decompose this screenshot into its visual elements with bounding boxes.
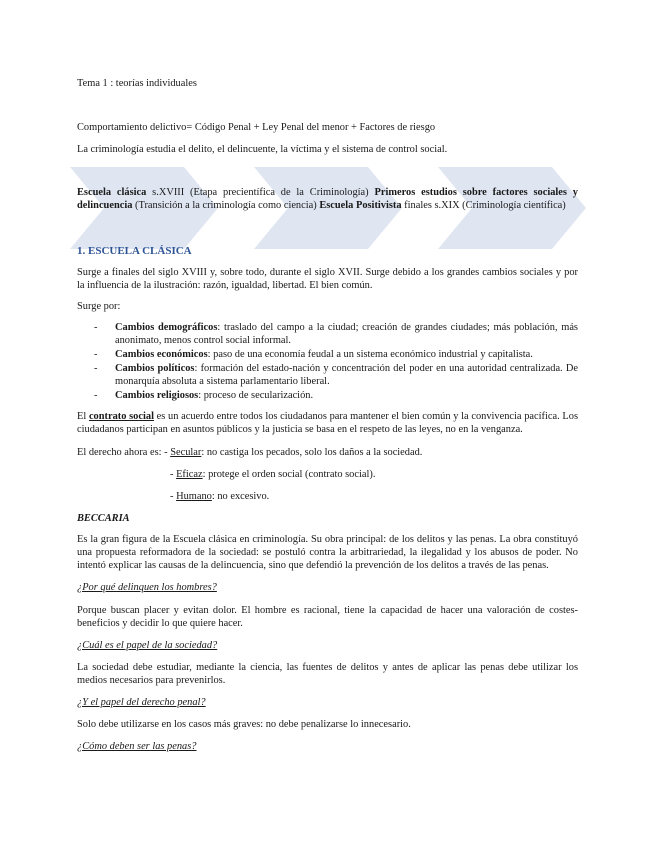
cause-text: : formación del estado-nación y concentración del poder en una autoridad centralizada. De monarquía absoluta a sistema parlamentario liberal. [115, 363, 578, 387]
cause-item-religiosos [77, 389, 578, 402]
cause-text: : proceso de secularización. [198, 390, 314, 401]
stage-positivist-desc: finales s.XIX (Criminología científica) [401, 200, 566, 211]
causes-list [77, 321, 578, 403]
question-4: ¿Cómo deben ser las penas? [77, 741, 197, 752]
section-intro: Surge a finales del siglo XVIII y, sobre todo, durante el siglo XVII. Surge debido a los grandes cambios sociales y por la influencia de la ilustración: razón, igualdad, libertad. El bien común. [77, 267, 578, 291]
stage-transition-label: Primeros estudios sobre factores sociales y delincuencia [77, 187, 578, 211]
cause-label: Cambios demográficos [115, 322, 218, 333]
stage-classic-desc: s.XVIII (Etapa precientífica de la Criminología) [146, 187, 375, 198]
cause-text: : paso de una economía feudal a un sistema económico industrial y capitalista. [207, 349, 533, 360]
law-dash: - [170, 469, 177, 480]
stages-paragraph [77, 186, 578, 212]
formula-line: Comportamiento delictivo= Código Penal + Ley Penal del menor + Factores de riesgo [77, 122, 436, 133]
answer-3: Solo debe utilizarse en los casos más graves: no debe penalizarse lo innecesario. [77, 719, 411, 730]
question-2: ¿Cuál es el papel de la sociedad? [77, 640, 218, 651]
law-term: Humano [176, 491, 212, 502]
contract-text: es un acuerdo entre todos los ciudadanos para mantener el bien común y la convivencia pacífica. Los ciudadanos participan en asuntos públicos y la justicia se basa en el respeto de las leyes, no en la venganza. [77, 411, 578, 435]
surge-por-label: Surge por: [77, 301, 121, 312]
law-text: : no excesivo. [211, 491, 270, 502]
cause-item-politicos [77, 362, 578, 388]
beccaria-heading: BECCARIA [77, 513, 130, 524]
law-item-humano [170, 490, 578, 503]
dash-bullet: - [94, 363, 98, 374]
cause-item-demograficos [77, 321, 578, 347]
law-item-secular [77, 446, 578, 459]
stage-classic-label: Escuela clásica [77, 187, 147, 198]
cause-label: Cambios económicos [115, 349, 208, 360]
question-1: ¿Por qué delinquen los hombres? [77, 582, 217, 593]
law-text: : no castiga los pecados, solo los daños a la sociedad. [201, 447, 423, 458]
answer-2: La sociedad debe estudiar, mediante la ciencia, las fuentes de delitos y antes de aplicar las penas debe utilizar los medios necesarios para prevenirlos. [77, 662, 578, 686]
cause-text: : traslado del campo a la ciudad; creación de grandes ciudades; más población, más anonimato, menos control social informal. [115, 322, 578, 346]
law-dash: - [170, 491, 177, 502]
beccaria-intro: Es la gran figura de la Escuela clásica en criminología. Su obra principal: de los delitos y las penas. La obra constituyó una propuesta reformadora de la sociedad: se postuló contra la arbitrariedad, la ilegalidad y los abusos de poder. No intentó explicar las causas de la delincuencia, sino que defendió la prevención de los delitos a través de las penas. [77, 534, 578, 571]
stage-positivist-label: Escuela Positivista [319, 200, 402, 211]
stage-transition-desc: (Transición a la criminología como ciencia) [132, 200, 320, 211]
topic-title: Tema 1 : teorías individuales [77, 78, 197, 89]
answer-1: Porque buscan placer y evitan dolor. El hombre es racional, tiene la capacidad de hacer una valoración de costes-beneficios y decidir lo que quiere hacer. [77, 605, 578, 629]
dash-bullet: - [94, 322, 98, 333]
law-text: : protege el orden social (contrato social). [202, 469, 376, 480]
contract-term: contrato social [88, 411, 154, 422]
section-heading-escuela-clasica: 1. ESCUELA CLÁSICA [77, 245, 192, 257]
cause-item-economicos [77, 348, 578, 361]
question-3: ¿Y el papel del derecho penal? [77, 697, 206, 708]
law-item-eficaz [170, 468, 578, 481]
cause-label: Cambios religiosos [115, 390, 199, 401]
cause-label: Cambios políticos [115, 363, 195, 374]
definition-line: La criminología estudia el delito, el delincuente, la víctima y el sistema de control social. [77, 144, 448, 155]
contract-prefix: El [77, 411, 89, 422]
law-term: Eficaz [176, 469, 203, 480]
law-term: Secular [170, 447, 202, 458]
dash-bullet: - [94, 390, 98, 401]
dash-bullet: - [94, 349, 98, 360]
social-contract-paragraph [77, 410, 578, 436]
law-intro: El derecho ahora es: - [77, 447, 171, 458]
